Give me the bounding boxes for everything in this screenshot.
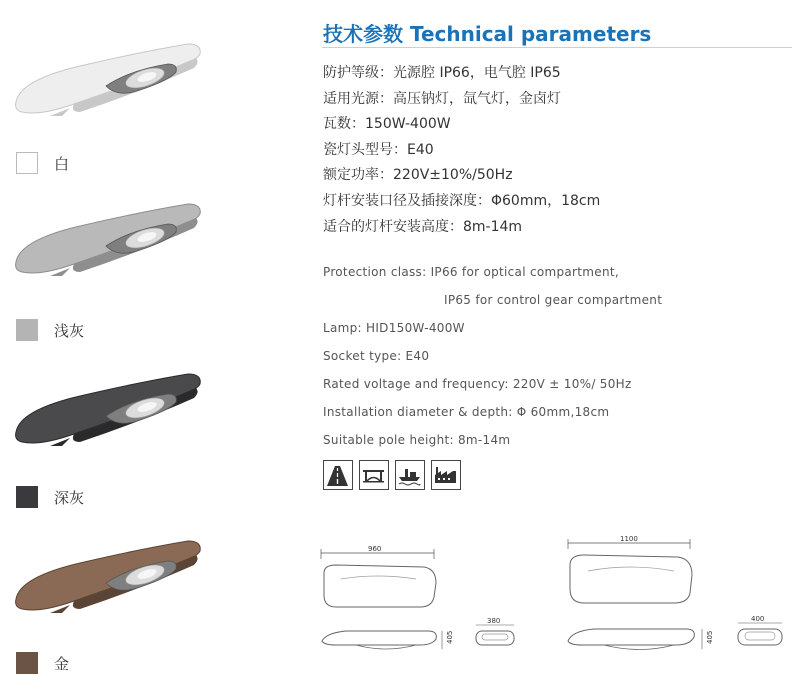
color-label: 金 bbox=[54, 654, 70, 673]
technical-drawing-large bbox=[560, 533, 790, 663]
lamp-render-gold bbox=[10, 537, 210, 617]
param-protection-en: Protection class: IP66 for optical compartment, bbox=[323, 265, 619, 279]
dim-width-small: 380 bbox=[487, 617, 501, 625]
param-socket-cn: 瓷灯头型号：E40 bbox=[323, 141, 434, 158]
bridge-icon bbox=[359, 460, 389, 490]
dim-height-large: 405 bbox=[706, 630, 714, 644]
lamp-render-dark-gray bbox=[10, 370, 210, 450]
dim-length-large: 1100 bbox=[620, 535, 638, 543]
param-socket-en: Socket type: E40 bbox=[323, 349, 430, 363]
param-protection-cn: 防护等级：光源腔 IP66，电气腔 IP65 bbox=[323, 65, 561, 81]
color-option-dark-gray[interactable] bbox=[16, 486, 84, 508]
color-label: 白 bbox=[54, 154, 70, 173]
color-label: 浅灰 bbox=[54, 321, 85, 340]
color-option-white[interactable] bbox=[16, 152, 69, 174]
factory-icon bbox=[431, 460, 461, 490]
param-voltage-en: Rated voltage and frequency: 220V ± 10%/ 50Hz bbox=[323, 377, 632, 391]
color-swatch bbox=[16, 319, 38, 341]
title-divider bbox=[322, 47, 792, 48]
param-lamp-en: Lamp: HID150W-400W bbox=[323, 321, 465, 335]
param-pole-height-cn: 适合的灯杆安装高度：8m-14m bbox=[323, 218, 523, 235]
param-pole-height-en: Suitable pole height: 8m-14m bbox=[323, 433, 511, 447]
road-icon bbox=[323, 460, 353, 490]
param-wattage-cn: 瓦数：150W-400W bbox=[323, 116, 451, 133]
param-installation-cn: 灯杆安装口径及插接深度：Φ60mm，18cm bbox=[323, 192, 601, 209]
application-icons bbox=[323, 460, 461, 490]
english-params-list bbox=[323, 258, 662, 454]
dim-height-small: 405 bbox=[446, 630, 454, 644]
port-icon bbox=[395, 460, 425, 490]
color-option-light-gray[interactable] bbox=[16, 319, 84, 341]
param-installation-en: Installation diameter & depth: Φ 60mm,18cm bbox=[323, 405, 610, 419]
param-power-cn: 额定功率：220V±10%/50Hz bbox=[323, 167, 513, 184]
color-label: 深灰 bbox=[54, 488, 85, 507]
technical-drawing-small bbox=[316, 545, 531, 665]
lamp-render-white bbox=[10, 40, 210, 120]
chinese-params-list bbox=[323, 61, 600, 240]
color-swatch bbox=[16, 152, 38, 174]
lamp-render-light-gray bbox=[10, 200, 210, 280]
dim-length-small: 960 bbox=[368, 545, 382, 553]
color-option-gold[interactable] bbox=[16, 652, 69, 674]
color-swatch bbox=[16, 652, 38, 674]
param-protection-en-cont: IP65 for control gear compartment bbox=[444, 293, 663, 307]
dim-width-large: 400 bbox=[751, 615, 765, 623]
color-swatch bbox=[16, 486, 38, 508]
param-light-source-cn: 适用光源：高压钠灯，氙气灯，金卤灯 bbox=[323, 90, 561, 107]
section-title: 技术参数 Technical parameters bbox=[323, 22, 652, 46]
